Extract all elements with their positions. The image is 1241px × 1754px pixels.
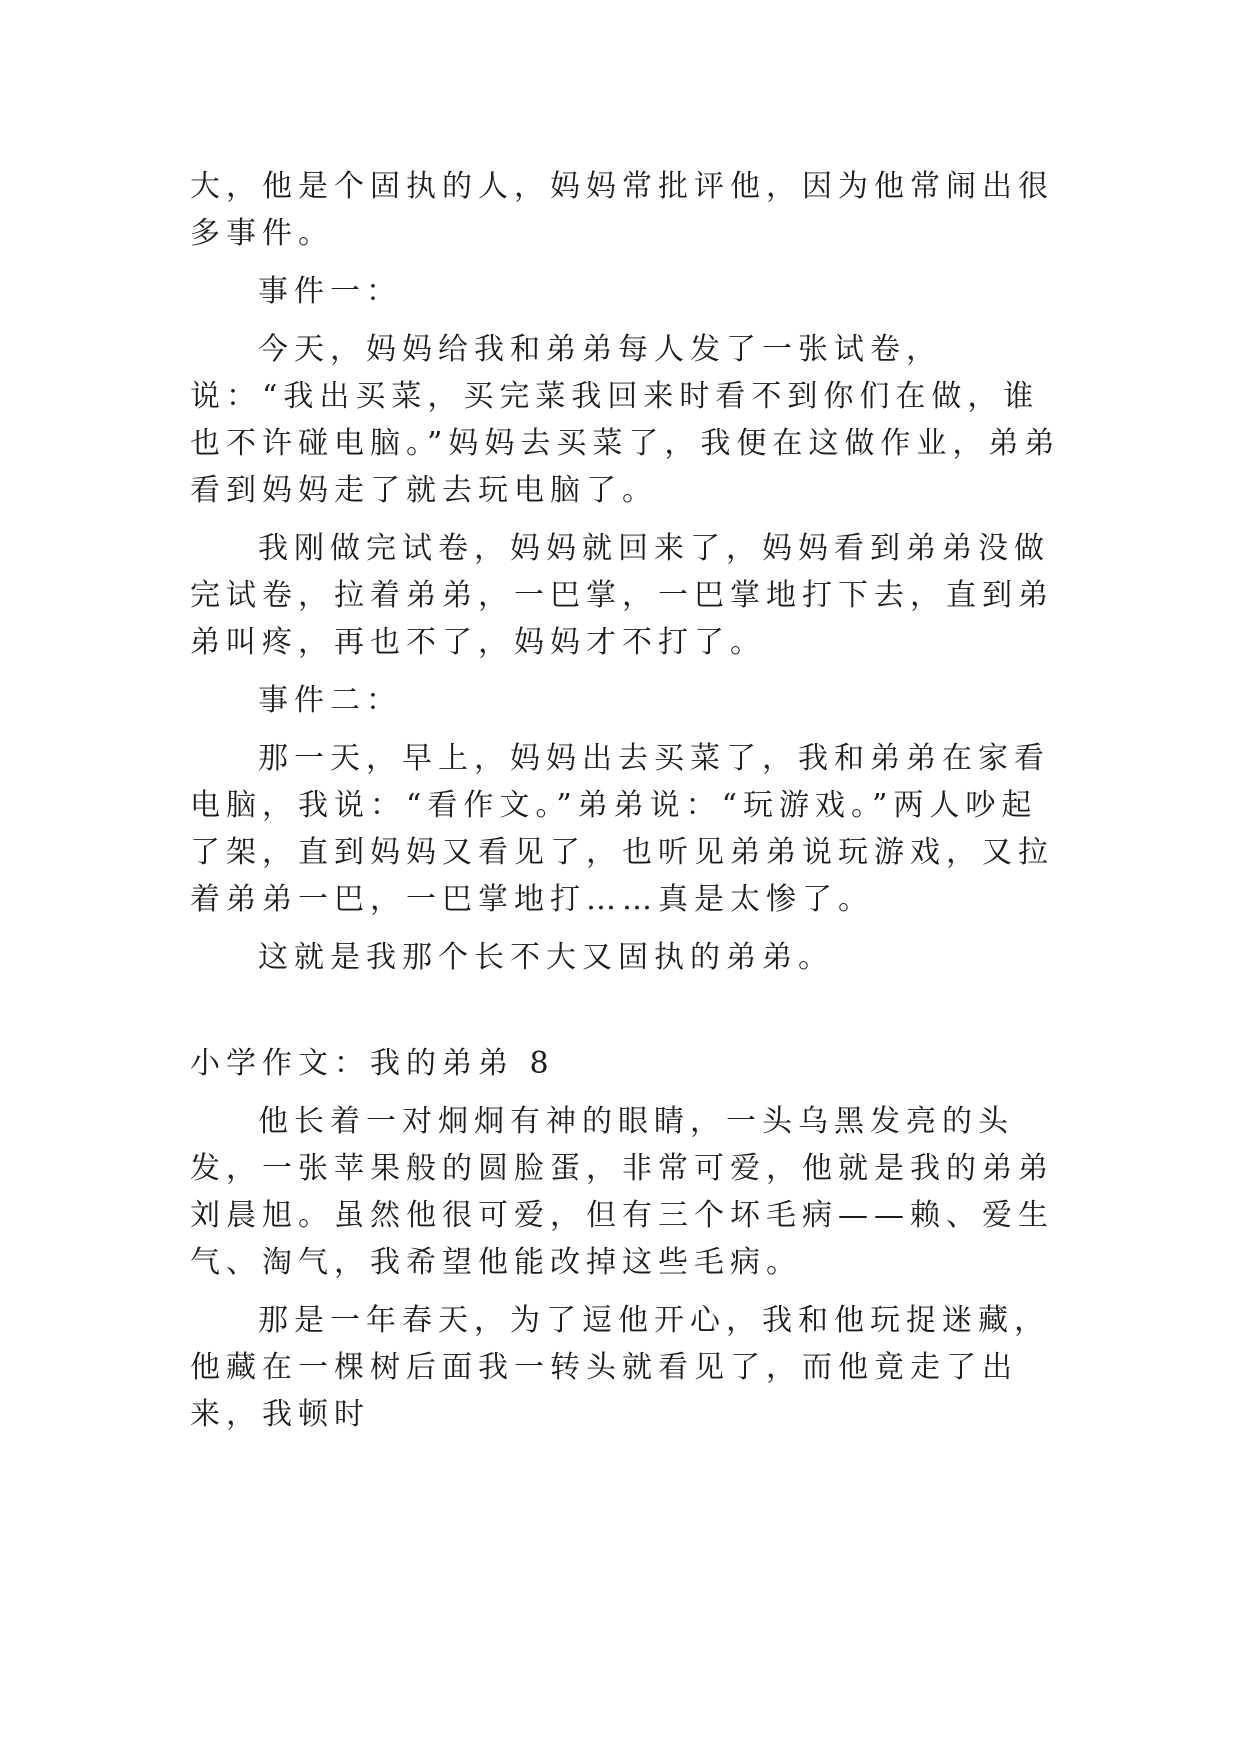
event-two-label: 事件二：: [258, 683, 402, 718]
paragraph-description: 他长着一对炯炯有神的眼睛，一头乌黑发亮的头发，一张苹果般的圆脸蛋，非常可爱，他就是我的弟弟刘晨旭。虽然他很可爱，但有三个坏毛病——赖、爱生气、淘气，我希望他能改掉这些毛病。: [190, 1104, 1054, 1280]
paragraph-conclusion: 这就是我那个长不大又固执的弟弟。: [258, 940, 834, 975]
section-spacer: [190, 992, 1070, 1040]
paragraph-event-one-story: 今天，妈妈给我和弟弟每人发了一张试卷，说：“我出买菜，买完菜我回来时看不到你们在做，谁也不许碰电脑。”妈妈去买菜了，我便在这做作业，弟弟看到妈妈走了就去玩电脑了。: [190, 332, 1061, 508]
paragraph-story-start: 那是一年春天，为了逗他开心，我和他玩捉迷藏，他藏在一棵树后面我一转头就看见了，而他竟走了出来，我顿时: [190, 1303, 1050, 1432]
event-one-label: 事件一：: [258, 274, 402, 309]
document-body: [190, 163, 1070, 1449]
paragraph-event-one-result: 我刚做完试卷，妈妈就回来了，妈妈看到弟弟没做完试卷，拉着弟弟，一巴掌，一巴掌地打下去，直到弟弟叫疼，再也不了，妈妈才不打了。: [190, 531, 1054, 660]
paragraph-event-two-story: 那一天，早上，妈妈出去买菜了，我和弟弟在家看电脑，我说：“看作文。”弟弟说：“玩游戏。”两人吵起了架，直到妈妈又看见了，也听见弟弟说玩游戏，又拉着弟弟一巴，一巴掌地打……真是太惨了。: [190, 741, 1054, 917]
paragraph-continued: 大，他是个固执的人，妈妈常批评他，因为他常闹出很多事件。: [190, 169, 1054, 251]
essay-heading: 小学作文：我的弟弟 8: [190, 1046, 555, 1081]
